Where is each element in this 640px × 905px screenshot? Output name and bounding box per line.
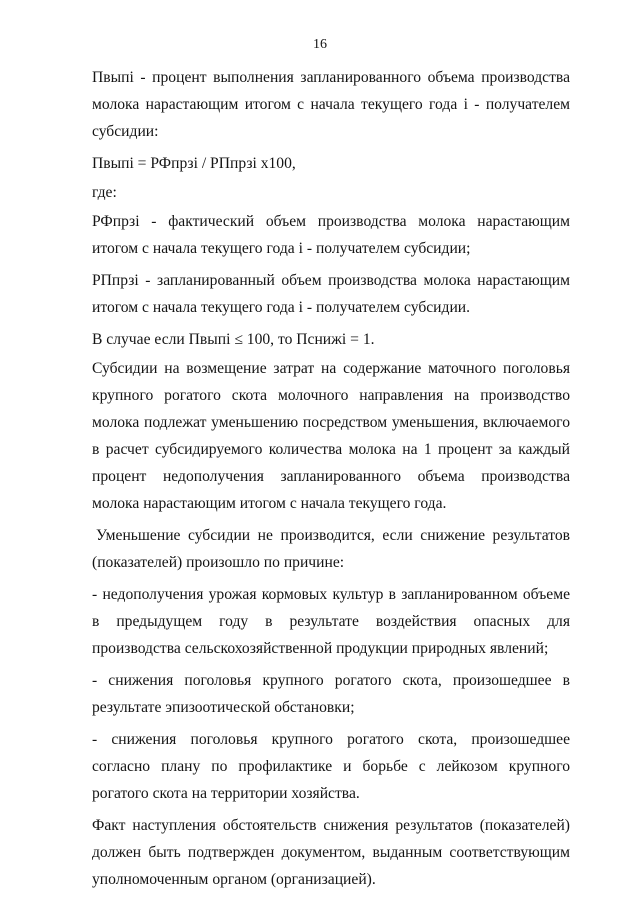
reason-crop-shortfall: - недополучения урожая кормовых культур в запланированном объеме в предыдущем году в результате воздействия опасных для производства сельскохозяйственной продукции природных явлений;: [92, 586, 570, 657]
confirmation-requirement: Факт наступления обстоятельств снижения результатов (показателей) должен быть подтвержден документом, выданным соответствующим уполномоченным органом (организацией).: [92, 817, 570, 888]
condition-statement: В случае если Пвыпi ≤ 100, то Пснижi = 1.: [92, 331, 375, 348]
definition-rpprz: РПпрзi - запланированный объем производства молока нарастающим итогом с начала текущего года i - получателем субсидии.: [92, 272, 570, 316]
reason-epizootic: - снижения поголовья крупного рогатого скота, произошедшее в результате эпизоотической обстановки;: [92, 672, 570, 716]
page-number: 16: [313, 37, 327, 52]
no-reduction-intro: Уменьшение субсидии не производится, если снижение результатов (показателей) произошло по причине:: [92, 527, 570, 571]
reason-leukosis-plan: - снижения поголовья крупного рогатого скота, произошедшее согласно плану по профилактике и борьбе с лейкозом крупного рогатого скота на территории хозяйства.: [92, 731, 570, 802]
subsidy-reduction-paragraph: Субсидии на возмещение затрат на содержание маточного поголовья крупного рогатого скота молочного направления на производство молока подлежат уменьшению посредством уменьшения, включаемого в расчет субсидируемого количества молока на 1 процент за каждый процент недополучения запланированного объема производства молока нарастающим итогом с начала текущего года.: [92, 360, 570, 512]
document-body: [92, 64, 570, 898]
definition-pvyp: Пвыпi - процент выполнения запланированного объема производства молока нарастающим итогом с начала текущего года i - получателем субсидии:: [92, 69, 570, 140]
where-label: где:: [92, 184, 117, 201]
definition-rfprz: РФпрзi - фактический объем производства молока нарастающим итогом с начала текущего года i - получателем субсидии;: [92, 213, 570, 257]
formula-pvyp: Пвыпi = РФпрзi / РПпрзi х100,: [92, 155, 296, 172]
